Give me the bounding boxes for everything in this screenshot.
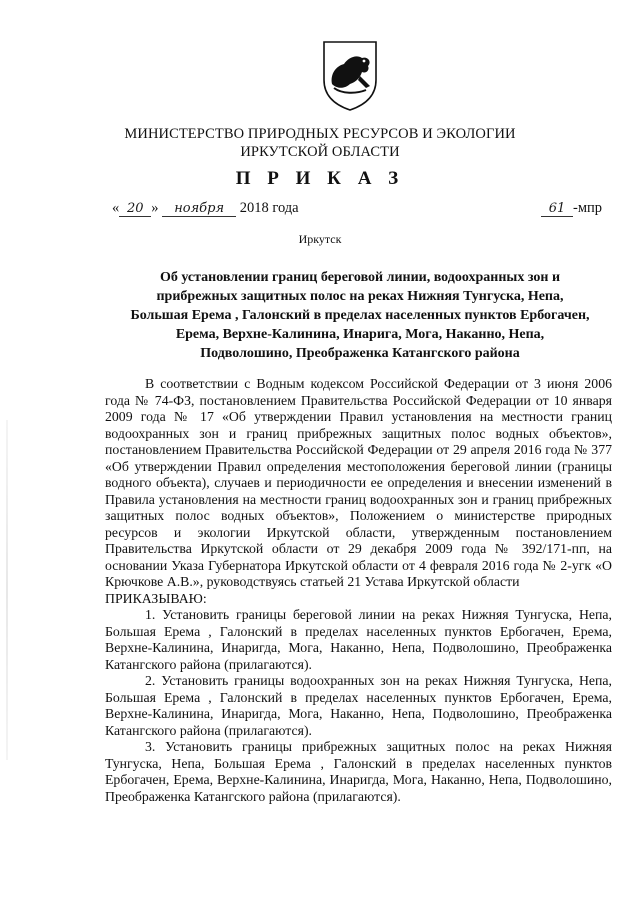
order-year: 2018 года [239,200,299,216]
preamble-paragraph: В соответствии с Водным кодексом Российской Федерации от 3 июня 2006 года № 74-ФЗ, постановлением Правительства Российской Федерации от 10 января 2009 года № 17 «Об утверждении Правил установления на местности границ водоохранных зон и границ прибрежных защитных полос водных объектов», постановлением Правительства Российской Федерации от 29 апреля 2016 года № 377 «Об утверждении Правил определения местоположения береговой линии (границы водного объекта), случаев и периодичности ее определения и внесении изменений в Правила установления на местности границ водоохранных зон и границ прибрежных защитных полос водных объектов», Положением о министерстве природных ресурсов и экологии Иркутской области, утвержденным постановлением Правительства Иркутской области от 29 декабря 2009 года № 392/171-пп, на основании Указа Губернатора Иркутской области от 4 февраля 2016 года № 2-угк «О Крючкове А.В.», руководствуясь статьей 21 Устава Иркутской области [105,376,612,589]
irkutsk-coat-of-arms-icon [320,40,380,112]
quote-close: » [151,200,159,216]
order-item: 2. Установить границы водоохранных зон на реках Нижняя Тунгуска, Непа, Большая Ерема , Галонский в пределах населенных пунктов Ербогачен, Ерема, Верхне-Калинина, Инаригда, Мога, Наканно, Непа, Подволошино, Преображенка Катангского района (прилагаются). [105,673,612,738]
city-name: Иркутск [298,232,342,246]
title-line: Большая Ерема , Галонский в пределах населенных пунктов Ербогачен, [130,308,590,323]
order-date [112,200,299,217]
title-line: прибрежных защитных полос на реках Нижняя Тунгуска, Непа, [156,289,564,304]
handwritten-number: 61 [541,201,573,217]
document-type-heading: П Р И К А З [235,168,405,189]
title-line: Ерема, Верхне-Калинина, Инарига, Мога, Наканно, Непа, [175,327,545,342]
order-title [100,268,620,363]
order-number [541,200,602,217]
order-word: ПРИКАЗЫВАЮ: [105,590,207,606]
title-line: Об установлении границ береговой линии, водоохранных зон и [159,270,561,285]
order-body [105,376,612,805]
title-line: Подволошино, Преображенка Катангского района [200,346,520,361]
scan-edge-shadow [6,420,8,760]
handwritten-month: ноября [162,201,236,217]
date-number-line [112,200,602,224]
ministry-name-line-2: ИРКУТСКОЙ ОБЛАСТИ [240,144,400,160]
quote-open: « [112,200,120,216]
handwritten-day: 20 [119,201,151,217]
ministry-name-line-1: МИНИСТЕРСТВО ПРИРОДНЫХ РЕСУРСОВ И ЭКОЛОГИИ [124,126,516,142]
number-suffix: -мпр [572,200,602,216]
order-item: 1. Установить границы береговой линии на реках Нижняя Тунгуска, Непа, Большая Ерема , Галонский в пределах населенных пунктов Ербогачен, Ерема, Верхне-Калинина, Инаригда, Мога, Наканно, Непа, Подволошино, Преображенка Катангского района (прилагаются). [105,607,612,672]
order-item: 3. Установить границы прибрежных защитных полос на реках Нижняя Тунгуска, Непа, Большая Ерема , Галонский в пределах населенных пунктов Ербогачен, Ерема, Верхне-Калинина, Инаригда, Мога, Наканно, Непа, Подволошино, Преображенка Катангского района (прилагаются). [105,739,612,804]
